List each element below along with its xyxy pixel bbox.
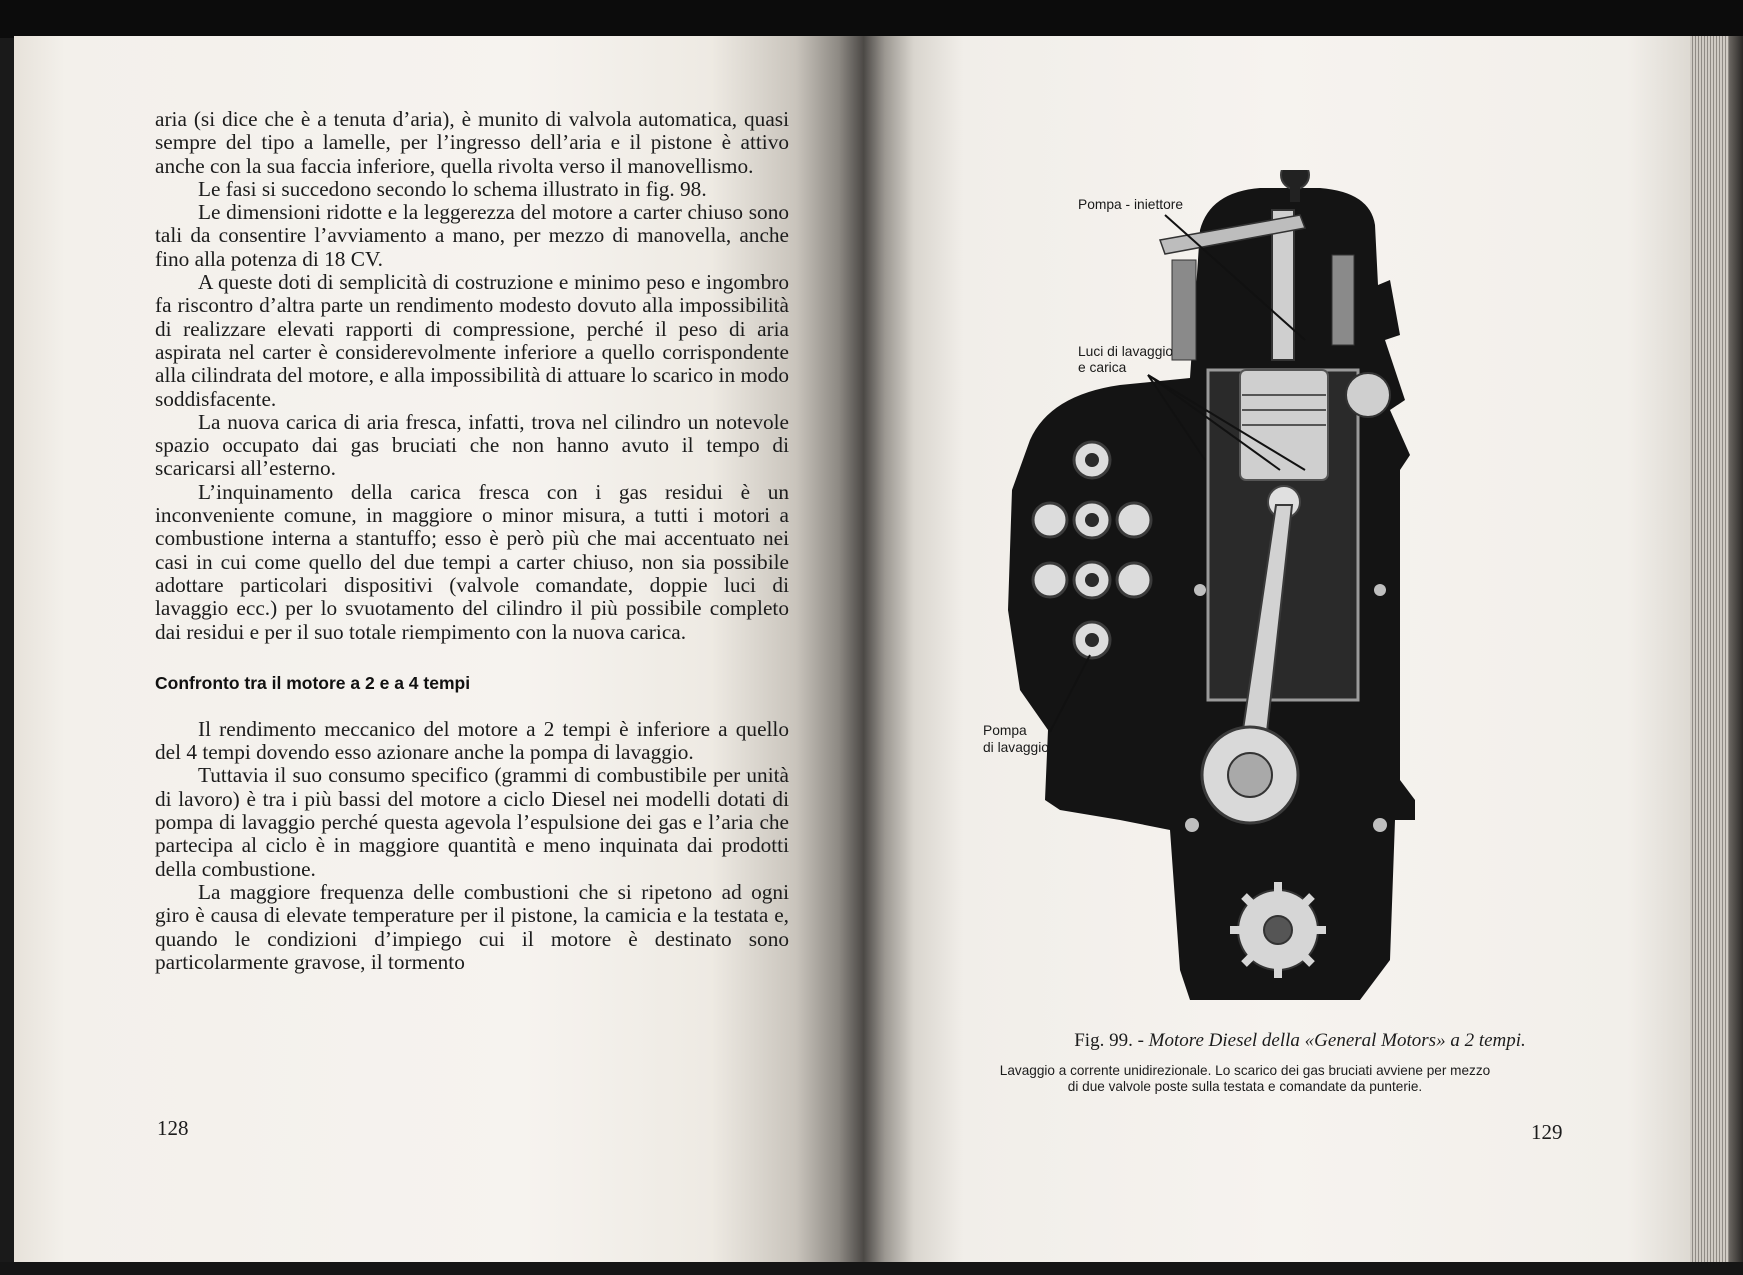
- paragraph: A queste doti di semplicità di costruzione e minimo peso e ingombro fa riscontro d’altra parte un rendimento modesto dovuto alla impossibilità di realizzare elevati rapporti di compressione, perché il peso di aria aspirata nel carter è considerevolmente inferiore a quello corrispondente alla cilindrata del motore, e alla impossibilità di attuare lo scarico in modo soddisfacente.: [155, 270, 789, 411]
- left-page-body: [155, 108, 789, 974]
- figure-caption-detail: [920, 1063, 1570, 1095]
- figure-caption: [950, 1030, 1650, 1052]
- label-luci-di-lavaggio: Luci di lavaggio: [1078, 344, 1174, 359]
- paragraph: Tuttavia il suo consumo specifico (grammi di combustibile per unità di lavoro) è tra i più bassi del motore a ciclo Diesel nei modelli dotati di pompa di lavaggio perché questa agevola l’espulsione dei gas e l’aria che partecipa al ciclo è in maggiore quantità e meno inquinata dai prodotti della combustione.: [155, 763, 789, 881]
- paragraph: La maggiore frequenza delle combustioni che si ripetono ad ogni giro è causa di elevate temperature per il pistone, la camicia e la testata e, quando le condizioni d’impiego cui il motore è destinato sono particolarmente gravose, il tormento: [155, 879, 789, 974]
- engine-cutaway-figure: [960, 170, 1680, 1015]
- page-edges: [1690, 36, 1743, 1266]
- section-heading: Confronto tra il motore a 2 e a 4 tempi: [155, 672, 471, 693]
- crank-pin: [1228, 753, 1272, 797]
- label-pompa-iniettore: Pompa - iniettore: [1078, 197, 1184, 212]
- paragraph: Le fasi si succedono secondo lo schema illustrato in fig. 98.: [198, 176, 707, 201]
- exhaust-port: [1346, 373, 1390, 417]
- valve-spring-right: [1332, 255, 1354, 345]
- valve-spring-left: [1172, 260, 1196, 360]
- top-cap-stem: [1290, 180, 1300, 202]
- label-e-carica: e carica: [1078, 360, 1127, 375]
- label-di-lavaggio: di lavaggio: [983, 740, 1049, 755]
- paragraph: Il rendimento meccanico del motore a 2 tempi è inferiore a quello del 4 tempi dovendo esso azionare anche la pompa di lavaggio.: [155, 716, 789, 765]
- paragraph: Le dimensioni ridotte e la leggerezza del motore a carter chiuso sono tali da consentire l’avviamento a mano, per mezzo di manovella, anche fino alla potenza di 18 CV.: [155, 200, 789, 271]
- page-number-left: 128: [157, 1116, 189, 1140]
- scan-bottom-border: [0, 1262, 1743, 1275]
- caption-title: Motore Diesel della «General Motors» a 2 tempi.: [1148, 1030, 1526, 1051]
- page-number-right: 129: [1531, 1120, 1563, 1144]
- caption-detail-line: di due valvole poste sulla testata e comandate da punterie.: [1067, 1079, 1423, 1094]
- paragraph: aria (si dice che è a tenuta d’aria), è munito di valvola automatica, quasi sempre del tipo a lamelle, per l’ingresso dell’aria e il pistone è attivo anche con la sua faccia inferiore, quella rivolta verso il manovellismo.: [155, 107, 789, 178]
- caption-detail-line: Lavaggio a corrente unidirezionale. Lo scarico dei gas bruciati avviene per mezzo: [999, 1063, 1491, 1078]
- label-pompa: Pompa: [983, 723, 1027, 738]
- paragraph: La nuova carica di aria fresca, infatti, trova nel cilindro un notevole spazio occupato dai gas bruciati che non hanno avuto il tempo di scaricarsi all’esterno.: [155, 409, 789, 481]
- scan-top-border: [0, 0, 1743, 38]
- caption-prefix: Fig. 99. -: [1074, 1030, 1144, 1051]
- paragraph: L’inquinamento della carica fresca con i gas residui è un inconveniente comune, in maggiore o minor misura, a tutti i motori a combustione interna a stantuffo; esso è però più che mai accentuato nei casi in cui come quello del due tempi a carter chiuso, non sia possibile adottare particolari dispositivi (valvole comandate, doppie luci di lavaggio ecc.) per lo svuotamento del cilindro il più possibile completo dai residui e per il suo totale riempimento con la nuova carica.: [155, 479, 789, 644]
